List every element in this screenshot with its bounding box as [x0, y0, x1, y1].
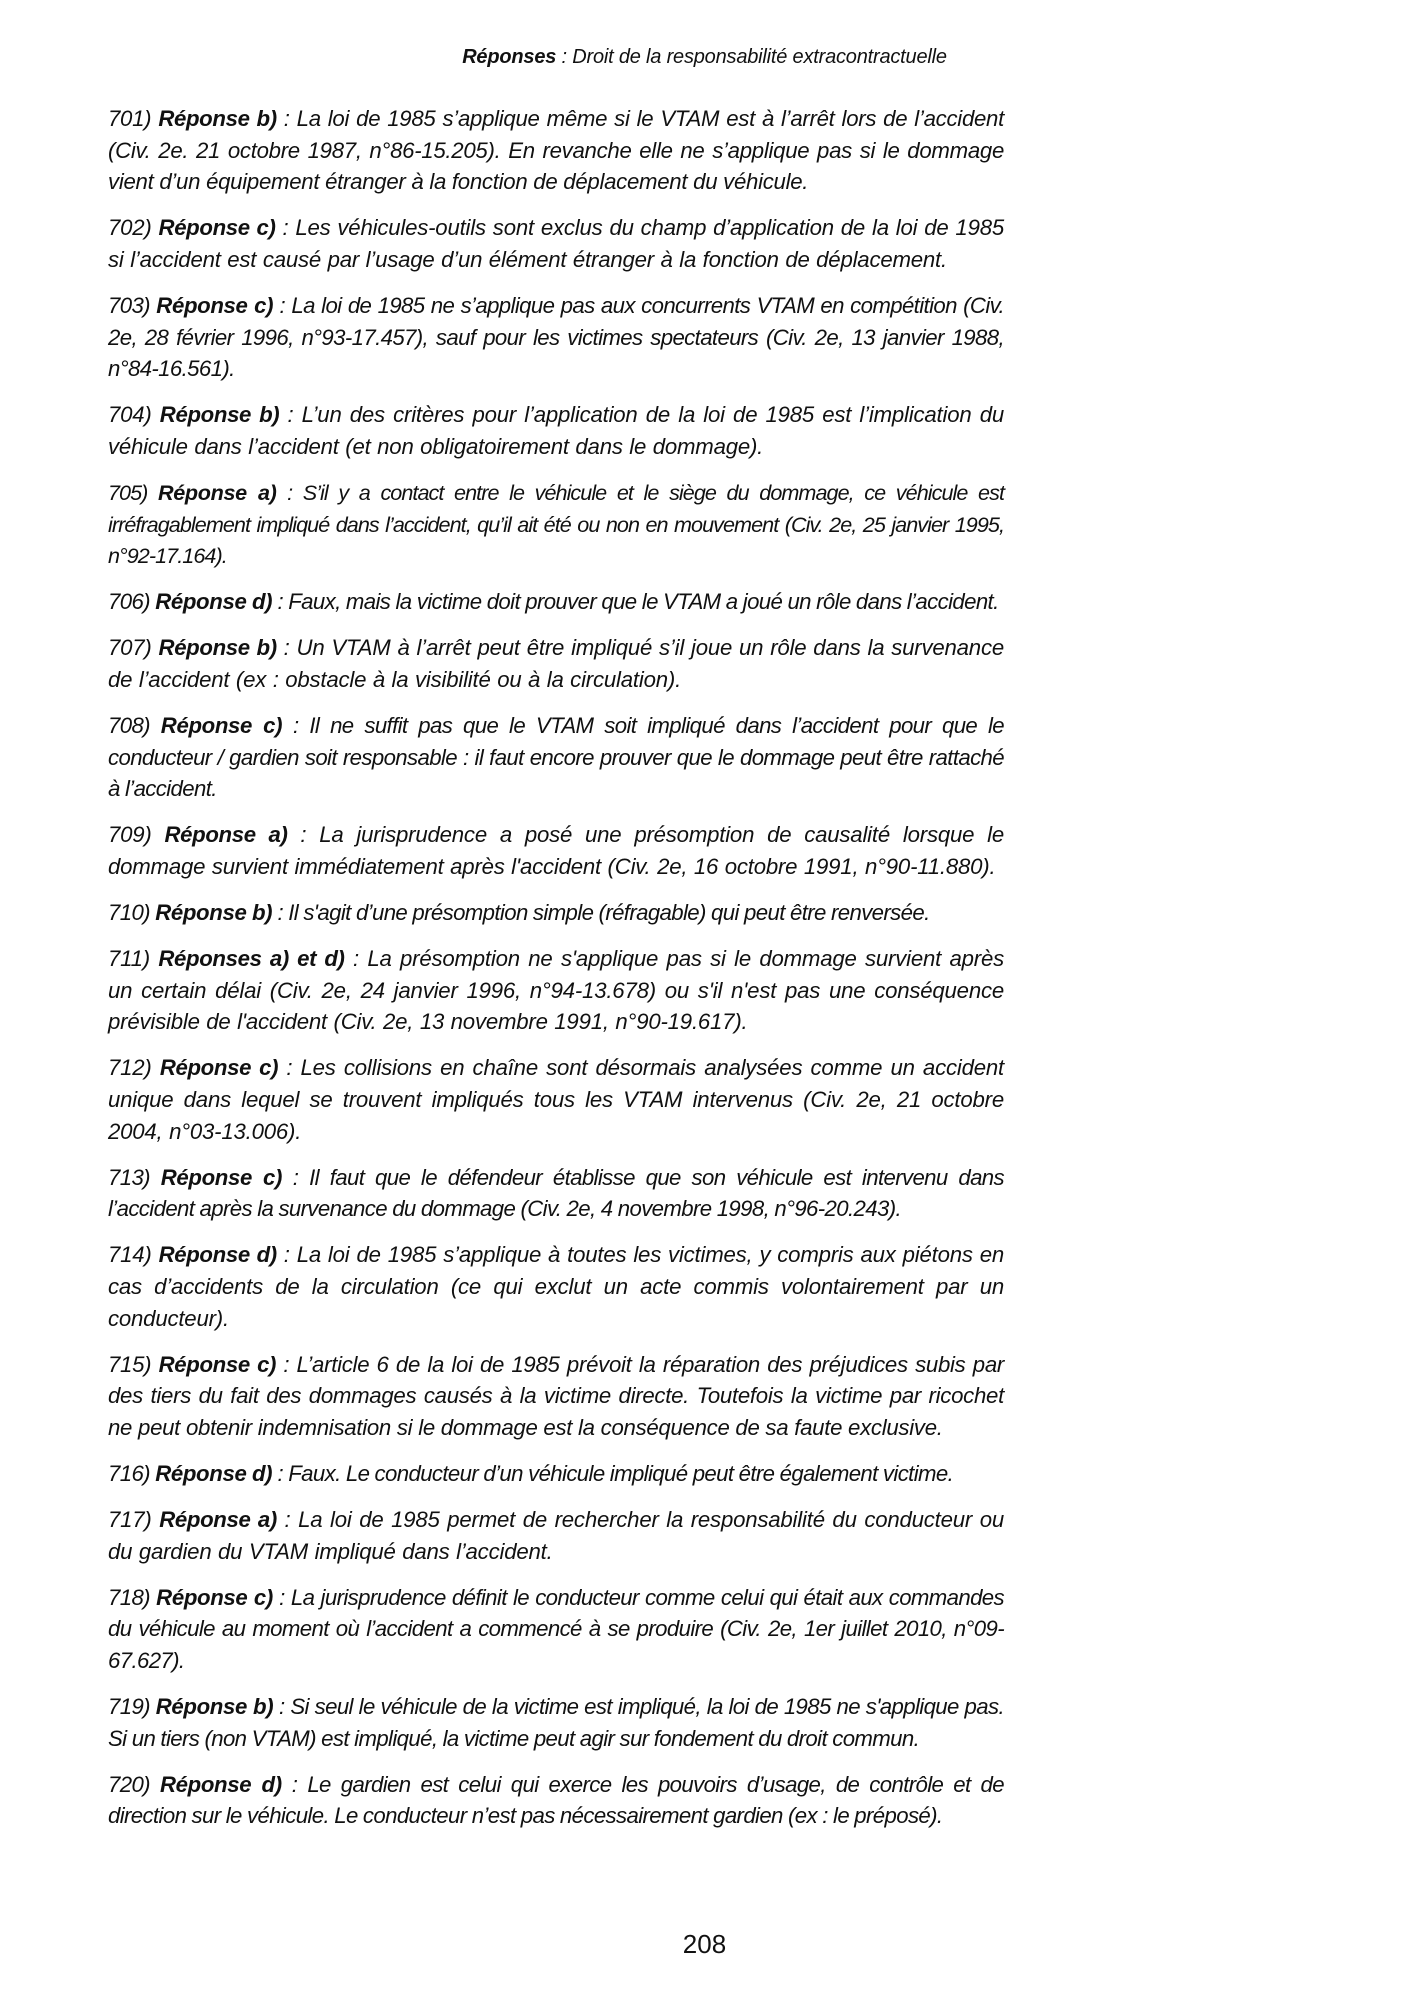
answer-label: Réponse d)	[155, 589, 273, 615]
answer-number: 719)	[108, 1693, 150, 1719]
answer-text: : Le gardien est celui qui exerce les pouvoirs d’usage, de contrôle et de direction sur le véhicule. Le conducteur n’est pas nécessairement gardien (ex : le préposé).	[108, 1771, 1004, 1829]
answer-paragraph	[108, 290, 1004, 385]
answer-label: Réponse c)	[156, 292, 274, 318]
answer-paragraph	[108, 103, 1004, 198]
answer-paragraph	[108, 1052, 1004, 1147]
answer-paragraph	[108, 1691, 1004, 1754]
answer-paragraph	[108, 477, 1004, 572]
answer-number: 703)	[108, 292, 150, 318]
answer-text: : Faux, mais la victime doit prouver que le VTAM a joué un rôle dans l’accident.	[272, 589, 999, 615]
answer-paragraph	[108, 1504, 1004, 1567]
answer-number: 711)	[108, 946, 150, 972]
answer-number: 701)	[108, 106, 152, 131]
answer-label: Réponse c)	[159, 1055, 279, 1081]
running-head	[0, 44, 1409, 70]
answer-paragraph	[108, 943, 1004, 1038]
answer-paragraph	[108, 632, 1004, 695]
answer-paragraph	[108, 897, 1004, 929]
answer-paragraph	[108, 710, 1004, 805]
answer-label: Réponse a)	[159, 1506, 277, 1532]
answer-paragraph	[108, 586, 1004, 618]
answer-label: Réponse b)	[155, 899, 273, 925]
answer-label: Réponse c)	[158, 215, 276, 241]
answer-text: : La loi de 1985 ne s’applique pas aux concurrents VTAM en compétition (Civ. 2e, 28 février 1996, n°93-17.457), sauf pour les victimes spectateurs (Civ. 2e, 13 janvier 1988, n°84-16.561).	[108, 292, 1005, 382]
answer-paragraph	[108, 1162, 1004, 1225]
answer-number: 718)	[108, 1584, 150, 1610]
running-head-subtitle: : Droit de la responsabilité extracontractuelle	[556, 46, 947, 68]
answer-number: 702)	[108, 215, 152, 241]
answer-text: : L’article 6 de la loi de 1985 prévoit la réparation des préjudices subis par des tiers du fait des dommages causés à la victime directe. Toutefois la victime par ricochet ne peut obtenir indemnisation si le dommage est la conséquence de sa faute exclusive.	[108, 1351, 1004, 1440]
answer-text: : Les collisions en chaîne sont désormais analysées comme un accident unique dans lequel se trouvent impliqués tous les VTAM intervenus (Civ. 2e, 21 octobre 2004, n°03-13.006).	[108, 1055, 1004, 1144]
answer-label: Réponse c)	[158, 1351, 277, 1377]
answer-text: : Il ne suffit pas que le VTAM soit impliqué dans l’accident pour que le conducteur / gardien soit responsable : il faut encore prouver que le dommage peut être rattaché à l’accident.	[108, 713, 1005, 802]
answer-paragraph	[108, 1582, 1004, 1677]
answer-label: Réponse d)	[155, 1460, 273, 1486]
answer-label: Réponse c)	[160, 1164, 283, 1190]
running-head-title: Réponses	[462, 46, 557, 68]
answer-text: : La loi de 1985 s’applique à toutes les victimes, y compris aux piétons en cas d’accidents de la circulation (ce qui exclut un acte commis volontairement par un conducteur).	[108, 1242, 1004, 1331]
answer-number: 710)	[108, 899, 150, 925]
answer-label: Réponse b)	[158, 106, 277, 131]
answer-number: 715)	[108, 1351, 152, 1377]
answer-paragraph	[108, 819, 1004, 882]
answer-text: : La loi de 1985 s’applique même si le VTAM est à l’arrêt lors de l’accident (Civ. 2e. 21 octobre 1987, n°86-15.205). En revanche elle ne s’applique pas si le dommage vient d’un équipement étranger à la fonction de déplacement du véhicule.	[108, 106, 1005, 195]
answer-paragraph	[108, 1349, 1004, 1444]
answer-paragraph	[108, 1769, 1004, 1832]
answer-label: Réponse d)	[158, 1242, 277, 1268]
answer-paragraph	[108, 1239, 1004, 1334]
answer-text: : Les véhicules-outils sont exclus du champ d’application de la loi de 1985 si l’accident est causé par l’usage d’un élément étranger à la fonction de déplacement.	[108, 215, 1004, 272]
answer-text: : La loi de 1985 permet de rechercher la responsabilité du conducteur ou du gardien du VTAM impliqué dans l’accident.	[108, 1506, 1004, 1564]
answer-label: Réponse a)	[164, 822, 288, 848]
answer-number: 717)	[108, 1506, 152, 1532]
answer-number: 705)	[108, 479, 148, 505]
answer-number: 712)	[108, 1055, 152, 1081]
answer-label: Réponse d)	[159, 1771, 282, 1797]
answer-text: : Faux. Le conducteur d’un véhicule impliqué peut être également victime.	[272, 1460, 954, 1486]
page-number: 208	[682, 1929, 727, 1959]
answer-label: Réponse c)	[160, 713, 283, 738]
answer-label: Réponse a)	[158, 479, 277, 505]
answer-number: 720)	[108, 1771, 150, 1797]
answer-text: : Si seul le véhicule de la victime est impliqué, la loi de 1985 ne s'applique pas. Si un tiers (non VTAM) est impliqué, la victime peut agir sur fondement du droit commun.	[108, 1693, 1004, 1751]
answer-text: : La présomption ne s'applique pas si le dommage survient après un certain délai (Civ. 2e, 24 janvier 1996, n°94-13.678) ou s'il n'est pas une conséquence prévisible de l'accident (Civ. 2e, 13 novembre 1991, n°90-19.617).	[108, 946, 1004, 1035]
answer-text: : Un VTAM à l’arrêt peut être impliqué s’il joue un rôle dans la survenance de l’accident (ex : obstacle à la visibilité ou à la circulation).	[108, 635, 1004, 692]
answer-number: 706)	[108, 589, 150, 615]
answer-label: Réponses a) et d)	[158, 946, 345, 972]
answer-number: 713)	[108, 1164, 150, 1190]
answer-number: 709)	[108, 822, 152, 848]
answer-text: : La jurisprudence a posé une présomption de causalité lorsque le dommage survient immédiatement après l'accident (Civ. 2e, 16 octobre 1991, n°90-11.880).	[108, 822, 1004, 879]
answer-text: : La jurisprudence définit le conducteur comme celui qui était aux commandes du véhicule au moment où l’accident a commencé à se produire (Civ. 2e, 1er juillet 2010, n°09-67.627).	[108, 1584, 1004, 1673]
answer-paragraph	[108, 399, 1004, 462]
answer-label: Réponse c)	[156, 1584, 273, 1610]
answer-text: : L’un des critères pour l’application de la loi de 1985 est l’implication du véhicule dans l’accident (et non obligatoirement dans le dommage).	[108, 402, 1004, 459]
answer-paragraph	[108, 212, 1004, 275]
answer-number: 704)	[108, 402, 152, 428]
answer-text: : S’il y a contact entre le véhicule et le siège du dommage, ce véhicule est irréfragablement impliqué dans l’accident, qu’il ait été ou non en mouvement (Civ. 2e, 25 janvier 1995, n°92-17.164).	[108, 479, 1004, 569]
answer-text: : Il s'agit d’une présomption simple (réfragable) qui peut être renversée.	[272, 899, 930, 925]
answer-label: Réponse b)	[159, 402, 280, 428]
answer-paragraph	[108, 1458, 1004, 1490]
answer-number: 716)	[108, 1460, 150, 1486]
answer-label: Réponse b)	[155, 1693, 274, 1719]
answer-number: 708)	[108, 713, 150, 738]
answer-label: Réponse b)	[158, 635, 277, 661]
answer-text: : Il faut que le défendeur établisse que son véhicule est intervenu dans l’accident après la survenance du dommage (Civ. 2e, 4 novembre 1998, n°96-20.243).	[108, 1164, 1005, 1222]
answers-column	[108, 103, 1004, 1846]
answer-number: 714)	[108, 1242, 152, 1268]
answer-number: 707)	[108, 635, 152, 661]
